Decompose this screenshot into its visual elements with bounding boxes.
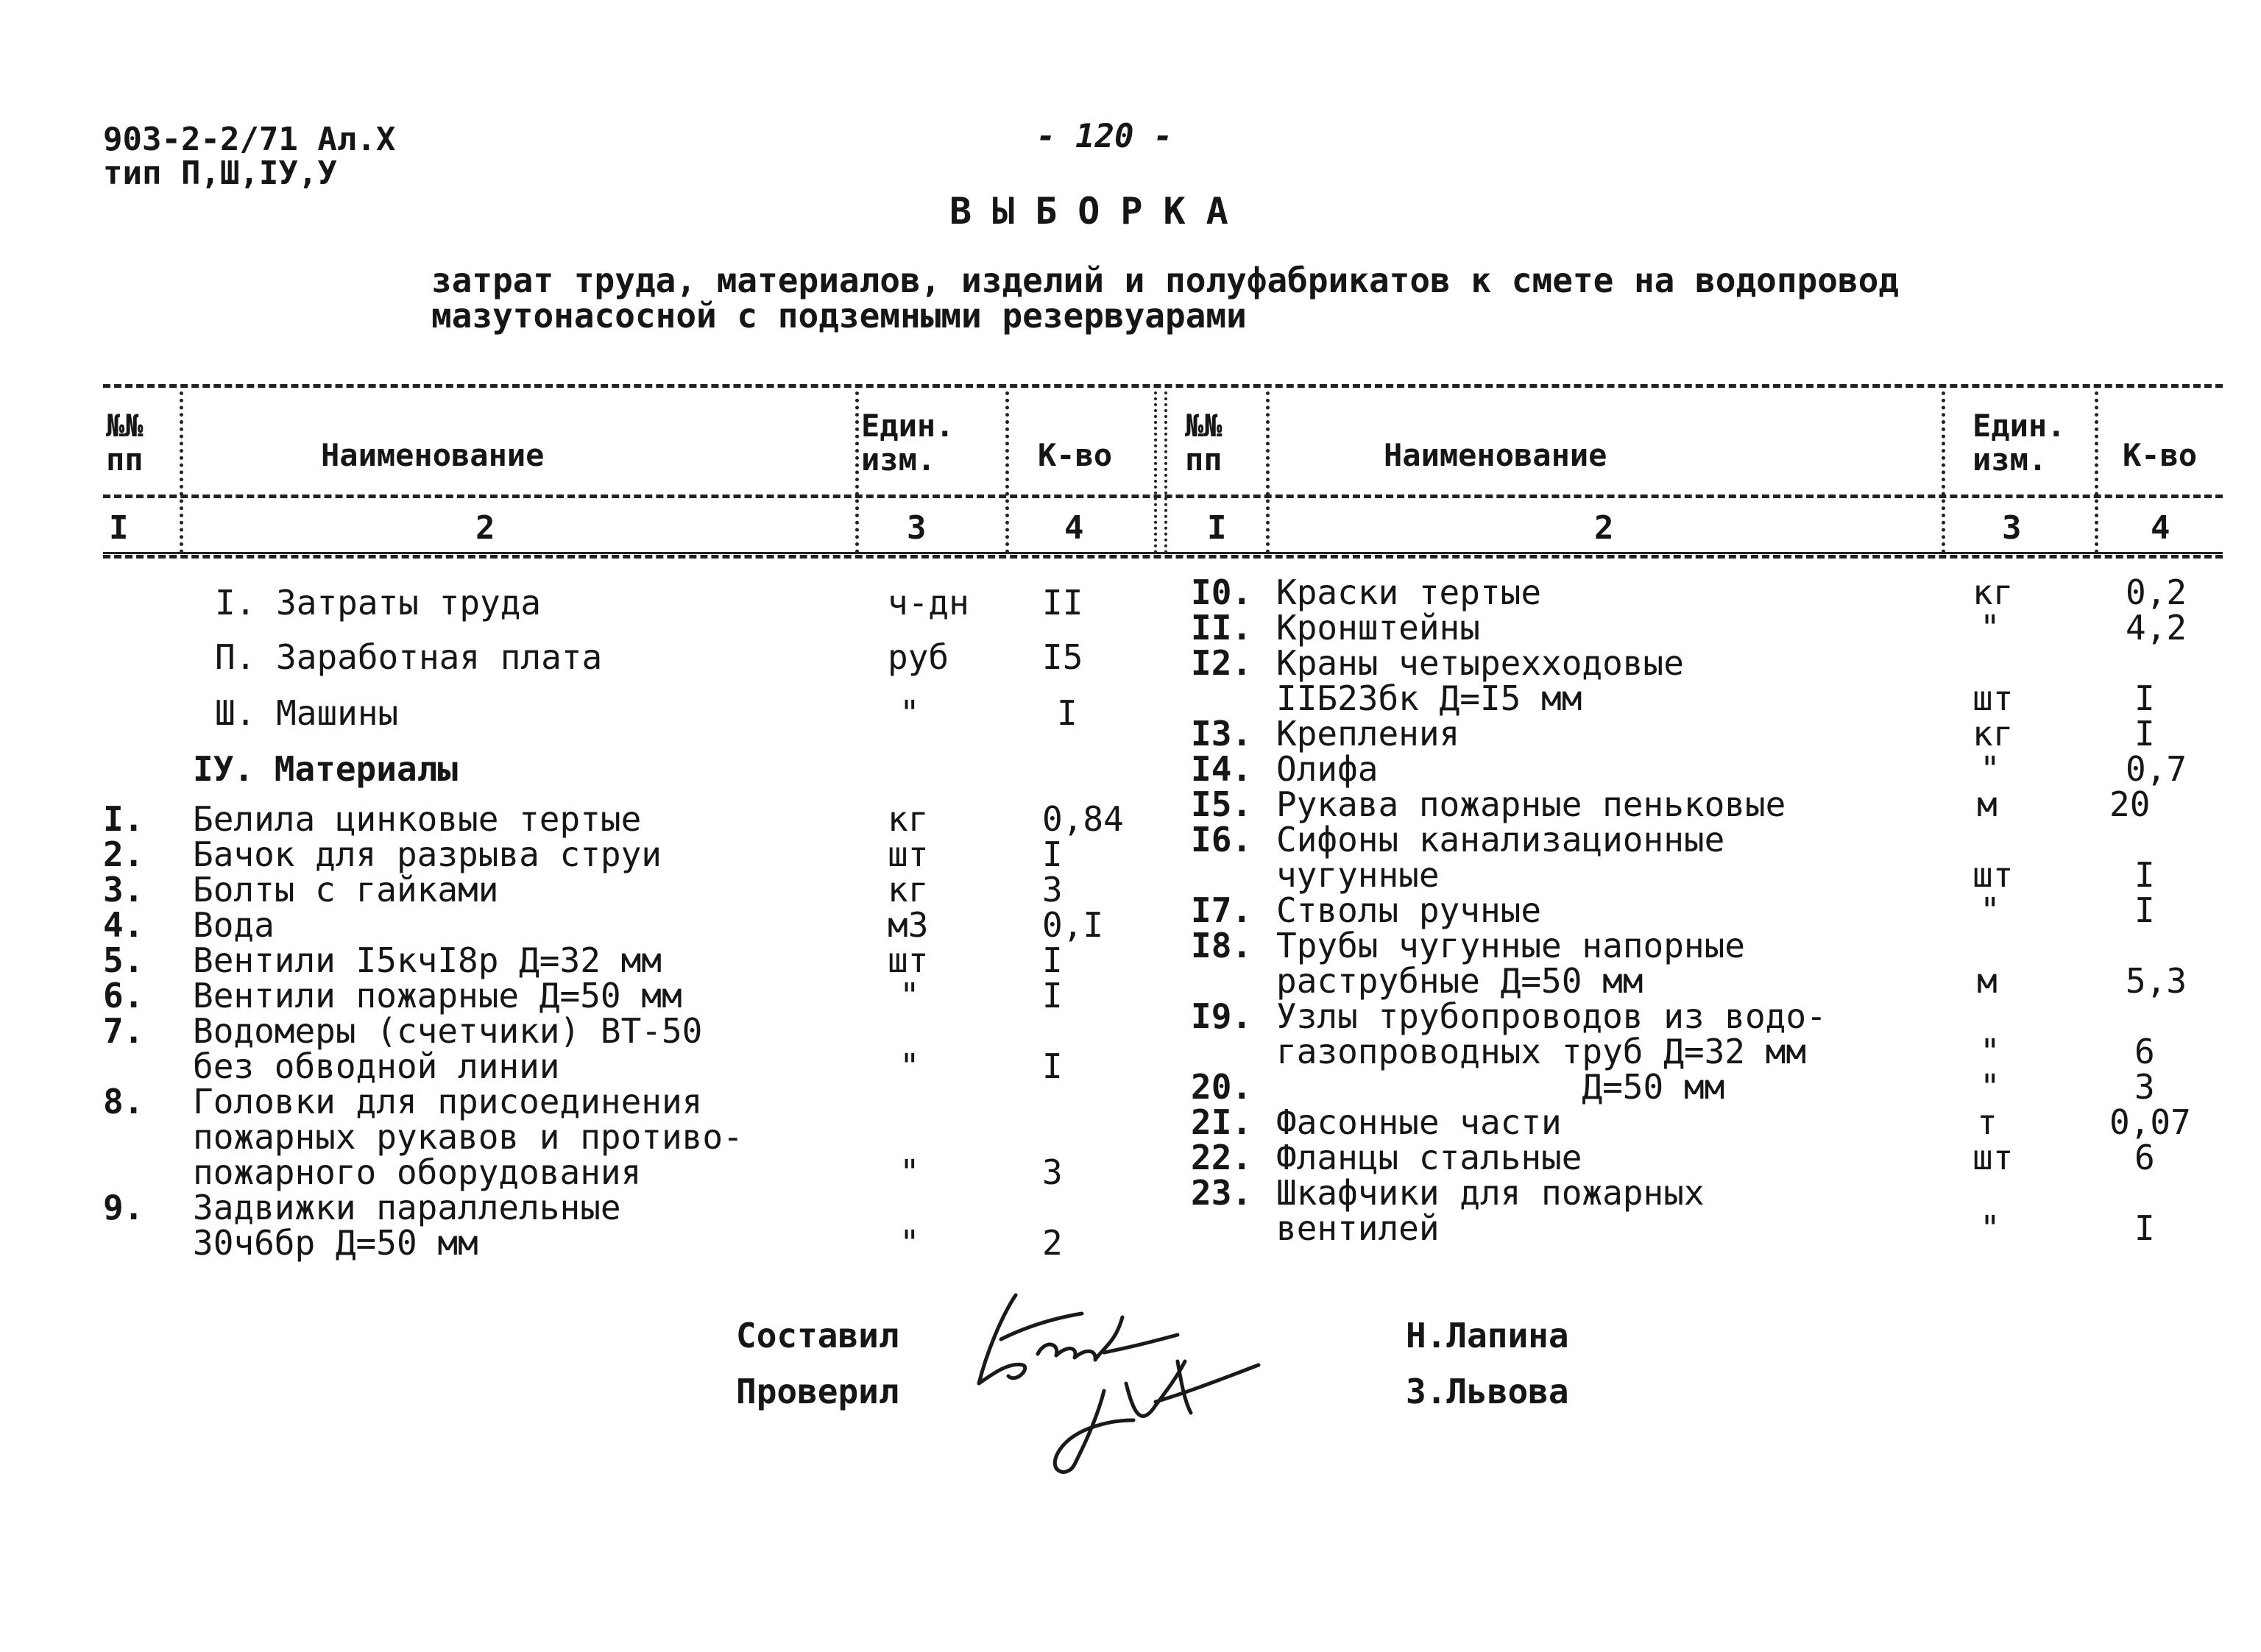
item-unit: кг bbox=[888, 799, 929, 839]
item-name: чугунные bbox=[1276, 855, 1440, 895]
item-number: 4. bbox=[103, 905, 144, 945]
section-qty: I5 bbox=[1042, 637, 1083, 677]
item-number: I7. bbox=[1191, 890, 1253, 930]
item-qty: I bbox=[1042, 940, 1063, 980]
item-qty: I bbox=[2134, 855, 2155, 895]
item-qty: I bbox=[2134, 1208, 2155, 1248]
item-name: Головки для присоединения bbox=[193, 1082, 703, 1121]
item-qty: 3 bbox=[1042, 870, 1063, 910]
item-name: газопроводных труб Д=32 мм bbox=[1276, 1032, 1807, 1071]
item-number: 9. bbox=[103, 1188, 144, 1227]
document-types: тип П,Ш,IУ,У bbox=[103, 155, 337, 192]
item-unit: " bbox=[1980, 1067, 2000, 1107]
item-name: раструбные Д=50 мм bbox=[1276, 961, 1643, 1001]
section-unit: " bbox=[899, 693, 920, 733]
item-number: 3. bbox=[103, 870, 144, 910]
item-unit: " bbox=[899, 1046, 920, 1086]
item-unit: шт bbox=[1972, 678, 2014, 718]
item-name: без обводной линии bbox=[193, 1046, 560, 1086]
item-number: I. bbox=[103, 799, 144, 839]
document-code: 903-2-2/71 Ал.Х bbox=[103, 121, 396, 158]
item-number: 22. bbox=[1191, 1138, 1253, 1177]
item-qty: I bbox=[2134, 678, 2155, 718]
item-number: I3. bbox=[1191, 714, 1253, 754]
section-qty: I bbox=[1057, 693, 1078, 733]
item-qty: I bbox=[2134, 714, 2155, 754]
item-name: Фасонные части bbox=[1276, 1102, 1562, 1142]
section-label: IУ. Материалы bbox=[193, 749, 459, 789]
item-name: Узлы трубопроводов из водо- bbox=[1276, 996, 1827, 1036]
item-qty: 6 bbox=[2134, 1032, 2155, 1071]
item-unit: шт bbox=[888, 940, 929, 980]
column-index: 2 bbox=[1594, 509, 1614, 547]
item-qty: 4,2 bbox=[2126, 608, 2187, 648]
item-name: Стволы ручные bbox=[1276, 890, 1542, 930]
column-index: 2 bbox=[475, 509, 495, 547]
item-name: Кронштейны bbox=[1276, 608, 1480, 648]
section-label: I. Затраты труда bbox=[215, 583, 542, 623]
item-unit: м3 bbox=[888, 905, 929, 945]
item-qty: 0,07 bbox=[2109, 1102, 2191, 1142]
column-index: I bbox=[1207, 509, 1227, 547]
item-unit: шт bbox=[1972, 1138, 2014, 1177]
item-number: 2. bbox=[103, 834, 144, 874]
item-name: Белила цинковые тертые bbox=[193, 799, 642, 839]
document-subtitle-line-2: мазутонасосной с подземными резервуарами bbox=[431, 296, 1247, 336]
item-name: Задвижки параллельные bbox=[193, 1188, 621, 1227]
item-number: 6. bbox=[103, 976, 144, 1015]
item-qty: 6 bbox=[2134, 1138, 2155, 1177]
item-unit: шт bbox=[1972, 855, 2014, 895]
item-number: 20. bbox=[1191, 1067, 1253, 1107]
item-name: Вентили I5кчI8р Д=32 мм bbox=[193, 940, 662, 980]
item-name: Шкафчики для пожарных bbox=[1276, 1173, 1705, 1213]
checked-label: Проверил bbox=[736, 1372, 899, 1411]
section-unit: ч-дн bbox=[888, 583, 969, 623]
section-unit: руб bbox=[888, 637, 949, 677]
item-name: Вентили пожарные Д=50 мм bbox=[193, 976, 682, 1015]
item-name: вентилей bbox=[1276, 1208, 1440, 1248]
section-label: Ш. Машины bbox=[215, 693, 399, 733]
item-unit: м bbox=[1977, 784, 1998, 824]
item-unit: кг bbox=[1972, 572, 2014, 612]
item-unit: кг bbox=[1972, 714, 2014, 754]
item-qty: 5,3 bbox=[2126, 961, 2187, 1001]
item-name: Олифа bbox=[1276, 749, 1379, 789]
handwritten-signatures bbox=[957, 1273, 1288, 1479]
item-name: Фланцы стальные bbox=[1276, 1138, 1582, 1177]
item-name: 30ч6бр Д=50 мм bbox=[193, 1223, 478, 1263]
item-qty: I bbox=[2134, 890, 2155, 930]
item-number: I2. bbox=[1191, 643, 1253, 683]
item-unit: " bbox=[1980, 608, 2000, 648]
item-number: 23. bbox=[1191, 1173, 1253, 1213]
document-title: ВЫБОРКА bbox=[949, 190, 1249, 233]
column-name-right: Наименование bbox=[1384, 437, 1607, 473]
item-unit: кг bbox=[888, 870, 929, 910]
item-number: I5. bbox=[1191, 784, 1253, 824]
section-qty: II bbox=[1042, 583, 1083, 623]
item-unit: " bbox=[1980, 1032, 2000, 1071]
item-name: пожарных рукавов и противо- bbox=[193, 1117, 743, 1157]
page-number: - 120 - bbox=[1036, 118, 1173, 155]
item-qty: 0,2 bbox=[2126, 572, 2187, 612]
column-index: 3 bbox=[2002, 509, 2022, 547]
item-number: 8. bbox=[103, 1082, 144, 1121]
item-name: Сифоны канализационные bbox=[1276, 820, 1725, 859]
column-index: 4 bbox=[2151, 509, 2170, 547]
item-name: Краны четырехходовые bbox=[1276, 643, 1684, 683]
item-qty: 3 bbox=[2134, 1067, 2155, 1107]
item-number: I6. bbox=[1191, 820, 1253, 859]
item-qty: I bbox=[1042, 1046, 1063, 1086]
item-number: I9. bbox=[1191, 996, 1253, 1036]
item-unit: м bbox=[1977, 961, 1998, 1001]
item-number: I8. bbox=[1191, 926, 1253, 965]
item-unit: " bbox=[1980, 749, 2000, 789]
item-unit: т bbox=[1977, 1102, 1998, 1142]
item-number: II. bbox=[1191, 608, 1253, 648]
item-unit: " bbox=[899, 1152, 920, 1192]
column-index: 3 bbox=[907, 509, 927, 547]
item-name: IIБ23бк Д=I5 мм bbox=[1276, 678, 1582, 718]
compiled-name: Н.Лапина bbox=[1406, 1316, 1569, 1355]
column-name-left: Наименование bbox=[321, 437, 545, 473]
item-unit: " bbox=[899, 1223, 920, 1263]
column-index: 4 bbox=[1064, 509, 1084, 547]
item-qty: 3 bbox=[1042, 1152, 1063, 1192]
item-qty: I bbox=[1042, 834, 1063, 874]
item-unit: " bbox=[899, 976, 920, 1015]
item-name: пожарного оборудования bbox=[193, 1152, 642, 1192]
item-name: Крепления bbox=[1276, 714, 1460, 754]
item-number: I0. bbox=[1191, 572, 1253, 612]
item-unit: " bbox=[1980, 1208, 2000, 1248]
item-name: Краски тертые bbox=[1276, 572, 1542, 612]
item-qty: 20 bbox=[2109, 784, 2151, 824]
item-unit: " bbox=[1980, 890, 2000, 930]
column-qty-right: К-во bbox=[2123, 437, 2198, 473]
item-number: I4. bbox=[1191, 749, 1253, 789]
document-subtitle-line-1: затрат труда, материалов, изделий и полуфабрикатов к смете на водопровод bbox=[431, 260, 1899, 300]
item-name: Водомеры (счетчики) ВТ-50 bbox=[193, 1011, 703, 1051]
section-label: П. Заработная плата bbox=[215, 637, 603, 677]
column-unit-right: Един. изм. bbox=[1972, 408, 2066, 478]
item-name: Бачок для разрыва струи bbox=[193, 834, 662, 874]
compiled-label: Составил bbox=[736, 1316, 899, 1355]
item-name: Рукава пожарные пеньковые bbox=[1276, 784, 1786, 824]
item-name: Д=50 мм bbox=[1276, 1067, 1725, 1107]
column-qty-left: К-во bbox=[1038, 437, 1113, 473]
item-name: Вода bbox=[193, 905, 275, 945]
item-unit: шт bbox=[888, 834, 929, 874]
item-qty: I bbox=[1042, 976, 1063, 1015]
item-name: Болты с гайками bbox=[193, 870, 499, 910]
column-number-left: №№ пп bbox=[106, 408, 144, 478]
item-number: 2I. bbox=[1191, 1102, 1253, 1142]
column-unit-left: Един. изм. bbox=[861, 408, 955, 478]
item-qty: 0,I bbox=[1042, 905, 1104, 945]
item-qty: 2 bbox=[1042, 1223, 1063, 1263]
item-qty: 0,84 bbox=[1042, 799, 1124, 839]
item-name: Трубы чугунные напорные bbox=[1276, 926, 1745, 965]
column-index: I bbox=[109, 509, 129, 547]
checked-name: З.Львова bbox=[1406, 1372, 1569, 1411]
item-qty: 0,7 bbox=[2126, 749, 2187, 789]
item-number: 7. bbox=[103, 1011, 144, 1051]
column-number-right: №№ пп bbox=[1185, 408, 1223, 478]
item-number: 5. bbox=[103, 940, 144, 980]
